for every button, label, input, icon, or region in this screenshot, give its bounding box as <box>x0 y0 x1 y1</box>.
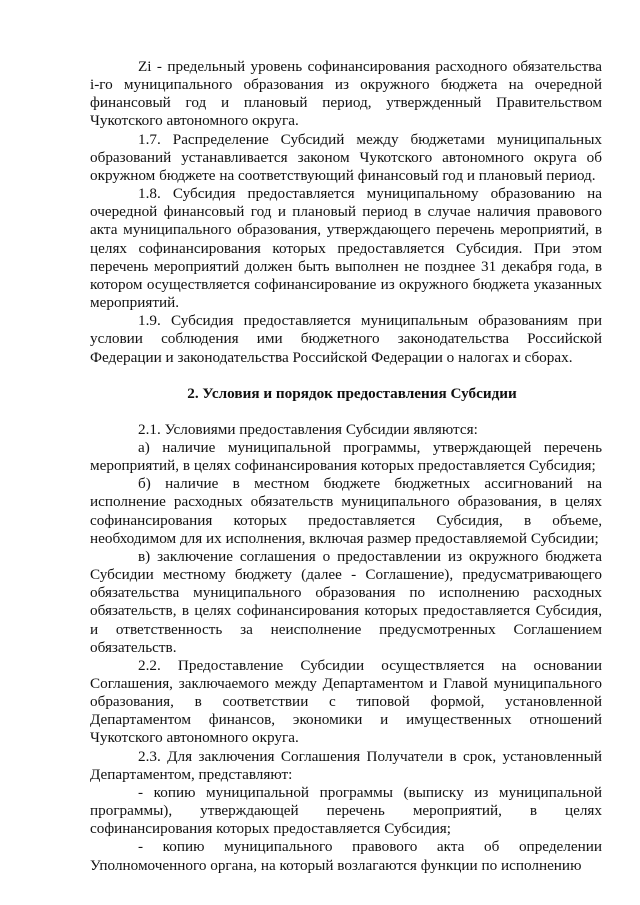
paragraph-2-3: 2.3. Для заключения Соглашения Получатели в срок, установленный Департаментом, представляют: <box>90 747 602 783</box>
paragraph-2-3-item-2: - копию муниципального правового акта об определении Уполномоченного органа, на который возлагаются функции по исполнению <box>90 838 602 874</box>
paragraph-1-9: 1.9. Субсидия предоставляется муниципальным образованиям при условии соблюдения ими бюджетного законодательства Российской Федерации и законодательства Российской Федерации о налогах и сборах. <box>90 312 602 366</box>
paragraph-2-1-a: а) наличие муниципальной программы, утверждающей перечень мероприятий, в целях софинансирования которых предоставляется Субсидия; <box>90 438 602 475</box>
paragraph-2-3-item-1: - копию муниципальной программы (выписку из муниципальной программы), утверждающей перечень мероприятий, в целях софинансирования которых предоставляется Субсидия; <box>90 783 602 838</box>
paragraph-2-1-v: в) заключение соглашения о предоставлении из окружного бюджета Субсидии местному бюджету (далее - Соглашение), предусматривающего обязательства муниципального образования по исполнению расходных обязательств, в целях софинансирования которых предоставляется Субсидия, и ответственность за неисполнение предусмотренных Соглашением обязательств. <box>90 547 602 656</box>
paragraph-2-2: 2.2. Предоставление Субсидии осуществляется на основании Соглашения, заключаемого между Департаментом и Главой муниципального образования, в соответствии с типовой формой, установленной Департаментом финансов, экономики и имущественных отношений Чукотского автономного округа. <box>90 656 602 747</box>
paragraph-1-8: 1.8. Субсидия предоставляется муниципальному образованию на очередной финансовый год и плановый период в случае наличия правового акта муниципального образования, утверждающего перечень мероприятий, в целях софинансирования которых предоставляется Субсидия. При этом перечень мероприятий должен быть выполнен не позднее 31 декабря года, в котором осуществляется софинансирование из окружного бюджета указанных мероприятий. <box>90 185 602 312</box>
document-page <box>90 58 602 875</box>
paragraph-2-1-b: б) наличие в местном бюджете бюджетных ассигнований на исполнение расходных обязательств муниципального образования, в целях софинансирования которых предоставляется Субсидия, в объеме, необходимом для их исполнения, включая размер предоставляемой Субсидии; <box>90 475 602 547</box>
spacer <box>90 403 602 421</box>
section-heading: 2. Условия и порядок предоставления Субсидии <box>187 384 517 402</box>
paragraph-1-7: 1.7. Распределение Субсидий между бюджетами муниципальных образований устанавливается законом Чукотского автономного округа об окружном бюджете на соответствующий финансовый год и плановый период. <box>90 130 602 184</box>
paragraph-zi-definition: Zi - предельный уровень софинансирования расходного обязательства i-го муниципального образования из окружного бюджета на очередной финансовый год и плановый период, утвержденный Правительством Чукотского автономного округа. <box>90 58 602 130</box>
spacer <box>90 367 602 385</box>
paragraph-2-1: 2.1. Условиями предоставления Субсидии являются: <box>138 420 478 438</box>
